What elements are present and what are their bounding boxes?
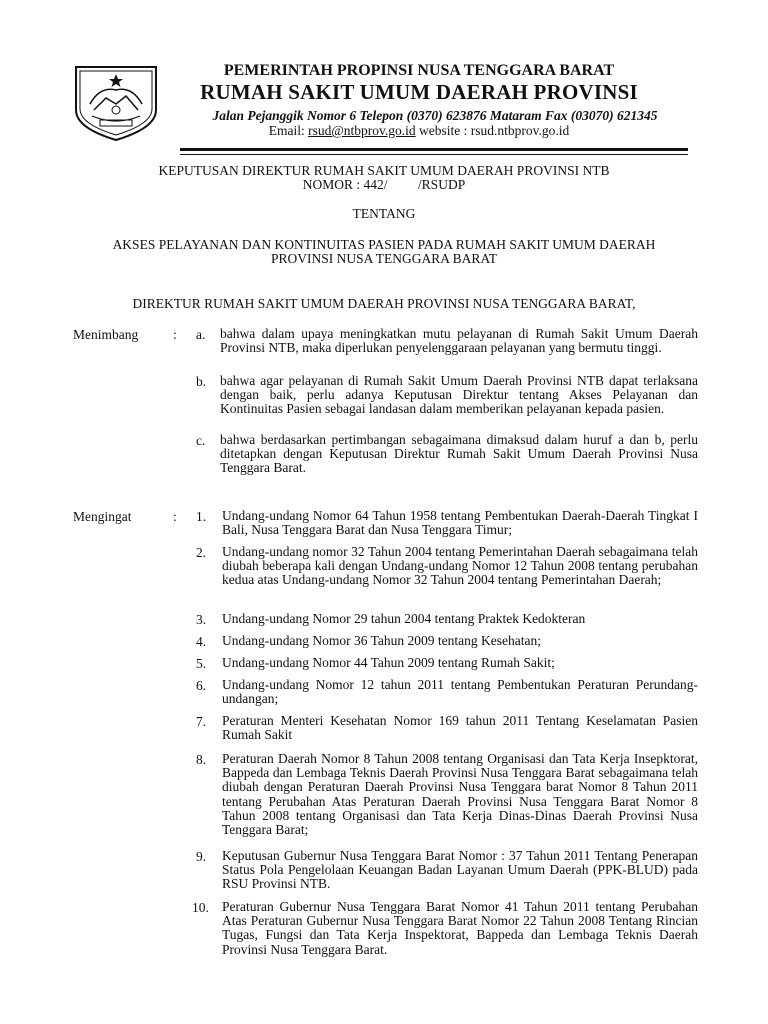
mengingat-item: Peraturan Daerah Nomor 8 Tahun 2008 tentang Organisasi dan Tata Kerja Insepktorat, Bappeda dan Lembaga Teknis Daerah Provinsi Nusa Tenggara Barat sebagaimana telah diubah dengan Peraturan Daerah Provinsi Nusa Tenggara barat Nomor 8 Tahun 2011 tentang Perubahan Atas Peraturan Daerah Provinsi Nusa Tenggara Barat Nomor 8 Tahun 2008 tentang Organisasi dan Tata Kerja Dinas-Dinas Daerah Provinsi Nusa Tenggara Barat; bbox=[222, 751, 698, 838]
menimbang-marker: b. bbox=[196, 374, 207, 389]
menimbang-marker: a. bbox=[196, 327, 206, 342]
mengingat-item: Undang-undang Nomor 36 Tahun 2009 tentang Kesehatan; bbox=[222, 633, 541, 648]
menimbang-item: bahwa berdasarkan pertimbangan sebagaimana dimaksud dalam huruf a dan b, perlu ditetapkan dengan Keputusan Direktur Rumah Sakit Umum Daerah Provinsi Nusa Tenggara Barat. bbox=[220, 432, 698, 476]
mengingat-item: Peraturan Menteri Kesehatan Nomor 169 tahun 2011 Tentang Keselamatan Pasien Rumah Sakit bbox=[222, 713, 698, 743]
mengingat-marker: 8. bbox=[196, 752, 207, 767]
mengingat-marker: 3. bbox=[196, 612, 207, 627]
mengingat-marker: 2. bbox=[196, 545, 207, 560]
decree-director: DIREKTUR RUMAH SAKIT UMUM DAERAH PROVINSI NUSA TENGGARA BARAT, bbox=[132, 296, 636, 311]
email-link[interactable]: rsud@ntbprov.go.id bbox=[308, 123, 416, 138]
mengingat-item: Undang-undang Nomor 64 Tahun 1958 tentang Pembentukan Daerah-Daerah Tingkat I Bali, Nusa Tenggara Barat dan Nusa Tenggara Timur; bbox=[222, 508, 698, 538]
mengingat-item: Undang-undang Nomor 12 tahun 2011 tentang Pembentukan Peraturan Perundang-undangan; bbox=[222, 677, 698, 707]
mengingat-item: Keputusan Gubernur Nusa Tenggara Barat Nomor : 37 Tahun 2011 Tentang Penerapan Status Pola Pengelolaan Keuangan Badan Layanan Umum Daerah (PPK-BLUD) pada RSU Provinsi NTB. bbox=[222, 848, 698, 892]
menimbang-marker: c. bbox=[196, 433, 206, 448]
menimbang-label: Menimbang bbox=[73, 327, 139, 342]
letterhead-rule-thin bbox=[180, 154, 688, 155]
mengingat-item: Undang-undang Nomor 29 tahun 2004 tentang Praktek Kedokteran bbox=[222, 611, 586, 626]
letterhead-rule-thick bbox=[180, 148, 688, 151]
mengingat-marker: 10. bbox=[192, 900, 209, 915]
mengingat-marker: 6. bbox=[196, 678, 207, 693]
provincial-emblem-icon bbox=[70, 64, 162, 142]
decree-about: TENTANG bbox=[352, 206, 416, 221]
letterhead-hospital: RUMAH SAKIT UMUM DAERAH PROVINSI bbox=[200, 80, 638, 104]
menimbang-item: bahwa agar pelayanan di Rumah Sakit Umum Daerah Provinsi NTB dapat terlaksana dengan baik, perlu adanya Keputusan Direktur tentang Akses Pelayanan dan Kontinuitas Pasien sebagai landasan dalam memberikan pelayanan kepada pasien. bbox=[220, 373, 698, 417]
mengingat-label: Mengingat bbox=[73, 509, 132, 524]
mengingat-marker: 5. bbox=[196, 656, 207, 671]
letterhead-address: Jalan Pejanggik Nomor 6 Telepon (0370) 623876 Mataram Fax (03070) 621345 bbox=[212, 108, 658, 123]
menimbang-item: bahwa dalam upaya meningkatkan mutu pelayanan di Rumah Sakit Umum Daerah Provinsi NTB, maka diperlukan penyelenggaraan pelayanan yang bermutu tinggi. bbox=[220, 326, 698, 356]
letterhead-government: PEMERINTAH PROPINSI NUSA TENGGARA BARAT bbox=[223, 62, 615, 79]
decree-subject-line1: AKSES PELAYANAN DAN KONTINUITAS PASIEN PADA RUMAH SAKIT UMUM DAERAH bbox=[112, 237, 656, 252]
email-prefix: Email: bbox=[268, 123, 309, 138]
mengingat-marker: 7. bbox=[196, 714, 207, 729]
decree-title: KEPUTUSAN DIREKTUR RUMAH SAKIT UMUM DAERAH PROVINSI NTB bbox=[158, 163, 610, 178]
mengingat-colon: : bbox=[173, 509, 177, 524]
letterhead-contact bbox=[150, 123, 688, 139]
mengingat-marker: 4. bbox=[196, 634, 207, 649]
mengingat-marker: 1. bbox=[196, 509, 207, 524]
website-text: website : rsud.ntbprov.go.id bbox=[415, 123, 570, 138]
mengingat-item: Undang-undang Nomor 44 Tahun 2009 tentang Rumah Sakit; bbox=[222, 655, 555, 670]
mengingat-item: Peraturan Gubernur Nusa Tenggara Barat Nomor 41 Tahun 2011 tentang Perubahan Atas Peraturan Gubernur Nusa Tenggara Barat Nomor 22 Tahun 2008 Tentang Rincian Tugas, Fungsi dan Tata Kerja Inspektorat, Bappeda dan Lembaga Teknis Daerah Provinsi Nusa Tenggara Barat. bbox=[222, 899, 698, 957]
mengingat-marker: 9. bbox=[196, 849, 207, 864]
decree-subject-line2: PROVINSI NUSA TENGGARA BARAT bbox=[271, 251, 497, 266]
menimbang-colon: : bbox=[173, 327, 177, 342]
mengingat-item: Undang-undang nomor 32 Tahun 2004 tentang Pemerintahan Daerah sebagaimana telah diubah beberapa kali dengan Undang-undang Nomor 12 Tahun 2008 tentang perubahan kedua atas Undang-undang Nomor 32 Tahun 2004 tentang Pemerintahan Daerah; bbox=[222, 544, 698, 588]
decree-number: NOMOR : 442/ /RSUDP bbox=[302, 177, 466, 192]
